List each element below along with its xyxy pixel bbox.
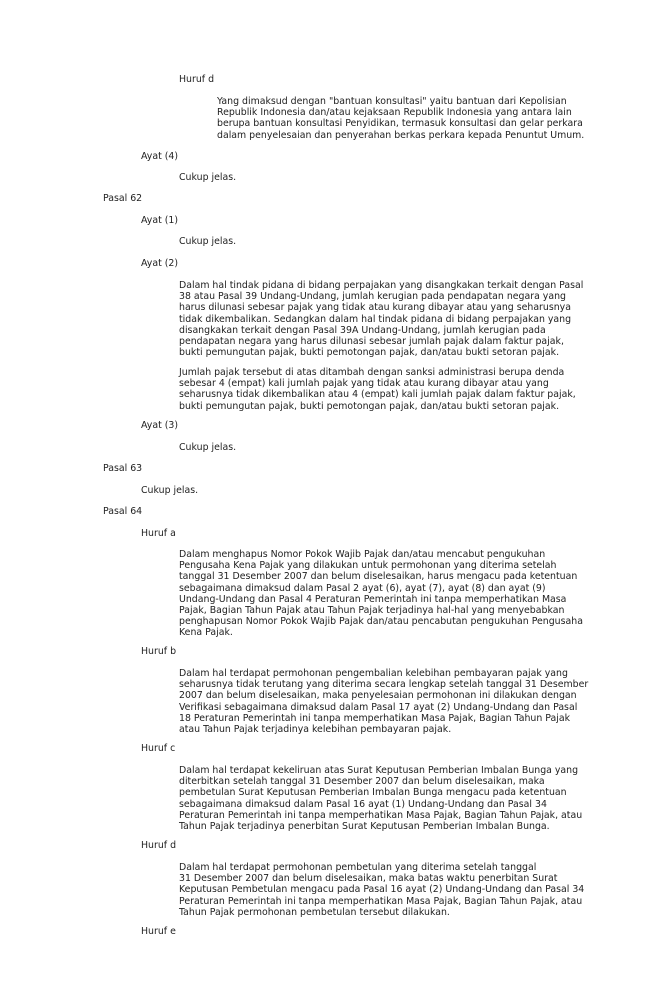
- heading-pasal-64: Pasal 64: [103, 506, 143, 517]
- heading-ayat-3: Ayat (3): [141, 420, 179, 431]
- heading-ayat-2: Ayat (2): [141, 258, 179, 269]
- heading-huruf-e: Huruf e: [141, 926, 176, 937]
- text-cukup-jelas: Cukup jelas.: [179, 442, 237, 453]
- heading-huruf-c: Huruf c: [141, 743, 176, 754]
- heading-huruf-d: Huruf d: [141, 840, 177, 851]
- paragraph-imbalan-bunga: Dalam hal terdapat kekeliruan atas Surat Keputusan Pemberian Imbalan Bunga yang diterbitkan setelah tanggal 31 Desember 2007 dan belum diselesaikan, maka pembetulan Surat Keputusan Pemberian Imbalan Bunga mengacu pada ketentuan sebagaimana dimaksud dalam Pasal 16 ayat (1) Undang-Undang dan Pasal 34 Peraturan Pemerintah ini tanpa memperhatikan Masa Pajak, Bagian Tahun Pajak, atau Tahun Pajak terjadinya penerbitan Surat Keputusan Pemberian Imbalan Bunga.: [179, 765, 583, 833]
- heading-ayat-1: Ayat (1): [141, 215, 179, 226]
- heading-huruf-d: Huruf d: [179, 74, 215, 85]
- paragraph-bantuan-konsultasi: Yang dimaksud dengan "bantuan konsultasi" yaitu bantuan dari Kepolisian Republik Indonesia dan/atau kejaksaan Republik Indonesia yang antara lain berupa bantuan konsultasi Penyidikan, termasuk konsultasi dan gelar perkara dalam penyelesaian dan penyerahan berkas perkara kepada Penuntut Umum.: [217, 96, 585, 141]
- heading-ayat-4: Ayat (4): [141, 151, 179, 162]
- paragraph-pembetulan: Dalam hal terdapat permohonan pembetulan yang diterima setelah tanggal 31 Desember 2007 dan belum diselesaikan, maka batas waktu penerbitan Surat Keputusan Pembetulan mengacu pada Pasal 16 ayat (2) Undang-Undang dan Pasal 34 Peraturan Pemerintah ini tanpa memperhatikan Masa Pajak, Bagian Tahun Pajak, atau Tahun Pajak permohonan pembetulan tersebut dilakukan.: [179, 862, 585, 918]
- paragraph-npwp-pkp: Dalam menghapus Nomor Pokok Wajib Pajak dan/atau mencabut pengukuhan Pengusaha Kena Pajak yang dilakukan untuk permohonan yang diterima setelah tanggal 31 Desember 2007 dan belum diselesaikan, harus mengacu pada ketentuan sebagaimana dimaksud dalam Pasal 2 ayat (6), ayat (7), ayat (8) dan ayat (9) Undang-Undang dan Pasal 4 Peraturan Pemerintah ini tanpa memperhatikan Masa Pajak, Bagian Tahun Pajak atau Tahun Pajak terjadinya hal-hal yang menyebabkan penghapusan Nomor Pokok Wajib Pajak dan/atau pencabutan pengukuhan Pengusaha Kena Pajak.: [179, 549, 583, 639]
- text-cukup-jelas: Cukup jelas.: [179, 172, 237, 183]
- heading-huruf-b: Huruf b: [141, 646, 177, 657]
- text-cukup-jelas: Cukup jelas.: [179, 236, 237, 247]
- heading-huruf-a: Huruf a: [141, 528, 176, 539]
- paragraph-sanksi-denda: Jumlah pajak tersebut di atas ditambah dengan sanksi administrasi berupa denda sebesar 4 (empat) kali jumlah pajak yang tidak atau kurang dibayar atau yang seharusnya tidak dikembalikan atau 4 (empat) kali jumlah pajak dalam faktur pajak, bukti pemungutan pajak, bukti pemotongan pajak, dan/atau bukti setoran pajak.: [179, 367, 576, 412]
- heading-pasal-62: Pasal 62: [103, 193, 143, 204]
- paragraph-kerugian-negara: Dalam hal tindak pidana di bidang perpajakan yang disangkakan terkait dengan Pasal 38 atau Pasal 39 Undang-Undang, jumlah kerugian pada pendapatan negara yang harus dilunasi sebesar pajak yang tidak atau kurang dibayar atau yang seharusnya tidak dikembalikan. Sedangkan dalam hal tindak pidana di bidang perpajakan yang disangkakan terkait dengan Pasal 39A Undang-Undang, jumlah kerugian pada pendapatan negara yang harus dilunasi sebesar jumlah pajak dalam faktur pajak, bukti pemungutan pajak, bukti pemotongan pajak, dan/atau bukti setoran pajak.: [179, 280, 584, 359]
- text-cukup-jelas: Cukup jelas.: [141, 485, 199, 496]
- heading-pasal-63: Pasal 63: [103, 463, 143, 474]
- paragraph-pengembalian-kelebihan: Dalam hal terdapat permohonan pengembalian kelebihan pembayaran pajak yang seharusnya tidak terutang yang diterima secara lengkap setelah tanggal 31 Desember 2007 dan belum diselesaikan, maka penyelesaian permohonan ini dilakukan dengan Verifikasi sebagaimana dimaksud dalam Pasal 17 ayat (2) Undang-Undang dan Pasal 18 Peraturan Pemerintah ini tanpa memperhatikan Masa Pajak, Bagian Tahun Pajak atau Tahun Pajak terjadinya kelebihan pembayaran pajak.: [179, 668, 589, 736]
